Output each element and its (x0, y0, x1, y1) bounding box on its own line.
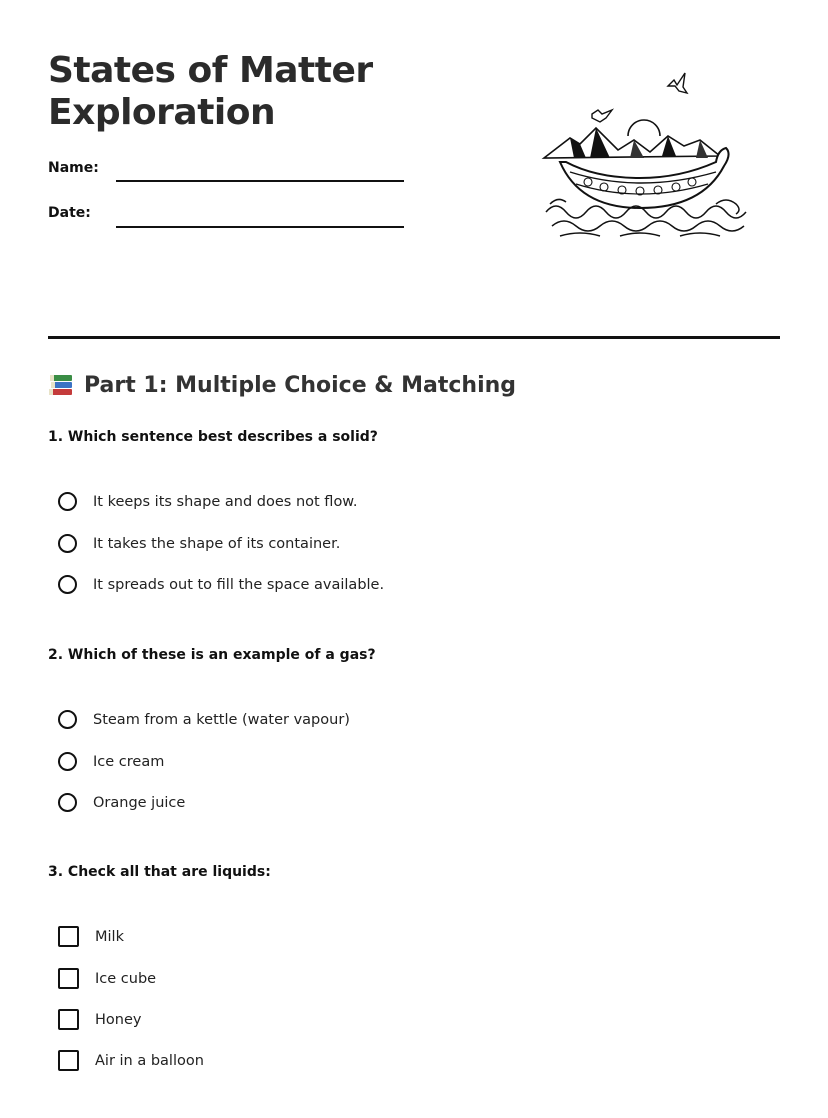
checkbox[interactable] (58, 1009, 79, 1030)
books-icon (48, 372, 74, 398)
option-label: Ice cube (95, 970, 157, 987)
q2-option-1[interactable] (58, 710, 350, 729)
checkbox[interactable] (58, 1050, 79, 1071)
name-line[interactable] (116, 180, 404, 182)
checkbox[interactable] (58, 968, 79, 989)
title-line-2: Exploration (48, 92, 276, 133)
section-heading-text: Part 1: Multiple Choice & Matching (84, 372, 517, 398)
option-label: It spreads out to fill the space available. (93, 576, 385, 593)
section-divider (48, 336, 780, 339)
option-label: Air in a balloon (95, 1052, 204, 1069)
option-label: Honey (95, 1011, 142, 1028)
worksheet-title (48, 50, 373, 134)
option-label: Ice cream (93, 753, 165, 770)
date-label: Date: (48, 205, 91, 221)
section-heading (48, 372, 516, 398)
radio-button[interactable] (58, 752, 77, 771)
q3-option-4[interactable] (58, 1050, 204, 1071)
q2-option-3[interactable] (58, 793, 185, 812)
option-label: It keeps its shape and does not flow. (93, 493, 358, 510)
boat-mountains-illustration (540, 66, 750, 242)
date-line[interactable] (116, 226, 404, 228)
q3-option-2[interactable] (58, 968, 156, 989)
checkbox[interactable] (58, 926, 79, 947)
option-label: Orange juice (93, 794, 186, 811)
option-label: It takes the shape of its container. (93, 535, 341, 552)
q2-option-2[interactable] (58, 752, 164, 771)
name-label: Name: (48, 160, 99, 176)
question-3: 3. Check all that are liquids: (48, 864, 271, 880)
bird-icon (668, 73, 687, 93)
bird-icon (592, 110, 612, 122)
q1-option-3[interactable] (58, 575, 384, 594)
radio-button[interactable] (58, 575, 77, 594)
question-1: 1. Which sentence best describes a solid? (48, 429, 378, 445)
radio-button[interactable] (58, 492, 77, 511)
q1-option-1[interactable] (58, 492, 357, 511)
q3-option-3[interactable] (58, 1009, 141, 1030)
radio-button[interactable] (58, 793, 77, 812)
question-2: 2. Which of these is an example of a gas? (48, 647, 376, 663)
option-label: Milk (95, 928, 124, 945)
q3-option-1[interactable] (58, 926, 124, 947)
option-label: Steam from a kettle (water vapour) (93, 711, 350, 728)
q1-option-2[interactable] (58, 534, 340, 553)
radio-button[interactable] (58, 710, 77, 729)
radio-button[interactable] (58, 534, 77, 553)
title-line-1: States of Matter (48, 50, 373, 91)
